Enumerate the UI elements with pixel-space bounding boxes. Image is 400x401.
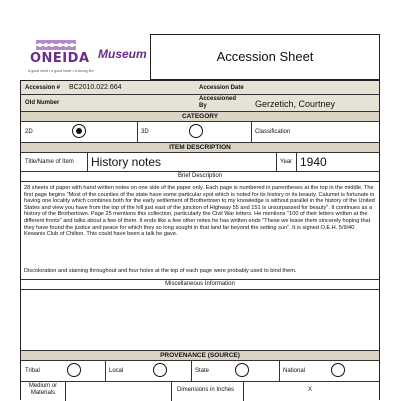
accession-date-label: Accession Date <box>199 85 244 91</box>
accession-number-value[interactable]: BC2010.022.664 <box>69 84 122 91</box>
dimensions-separator: X <box>308 387 313 393</box>
title-value[interactable]: History notes <box>91 155 162 169</box>
provenance-header: PROVENANCE (SOURCE) <box>21 351 379 360</box>
provenance-state-radio[interactable] <box>235 363 249 377</box>
misc-info-label: Miscellaneous Information <box>165 281 235 287</box>
divider <box>243 381 244 401</box>
divider <box>21 121 379 122</box>
misc-info-field[interactable] <box>21 290 379 350</box>
accessioned-by-value[interactable]: Gerzetich, Courtney <box>255 99 336 109</box>
logo-name: ONEIDA <box>30 51 90 66</box>
museum-label: Museum <box>98 47 147 61</box>
logo-tagline: A good mind • a good heart • a strong fire <box>28 69 94 73</box>
dimensions-label: Dimensions in Inches <box>177 387 235 393</box>
classification-label: Classification <box>255 129 291 135</box>
divider <box>21 360 379 361</box>
provenance-national-label: National <box>283 368 306 374</box>
old-number-label: Old Number <box>25 100 60 106</box>
divider <box>171 381 172 401</box>
divider <box>21 181 379 182</box>
title-box <box>150 34 380 80</box>
provenance-local-label: Local <box>109 368 124 374</box>
divider <box>21 152 379 153</box>
provenance-state-label: State <box>195 368 210 374</box>
accession-sheet <box>20 80 380 400</box>
divider <box>191 360 192 381</box>
medium-label: Medium or Materials <box>28 383 58 396</box>
category-header: CATEGORY <box>21 112 379 121</box>
divider <box>276 152 277 171</box>
accession-number-label: Accession # <box>25 85 61 91</box>
divider <box>21 381 379 382</box>
brief-description-text-2[interactable]: Discoloration and staining throughout and four holes at the top of each page were probably used to bind them. <box>24 268 297 274</box>
brief-description-label: Brief Description <box>177 173 222 179</box>
year-label: Year <box>280 159 293 165</box>
divider <box>279 360 280 381</box>
brief-description-text[interactable]: 28 sheets of paper with hand written notes on one side of the paper only. Each page is numbered in parentheses at the top in the middle. The first page begins "Most of the counties of the state have some particular spot which is noted for its history or its beauty. Calumet is fortunate in having one locality which combines both for the early settlement of Brothertown to my knowledge is without parallel in the history of the United States and view you have from the top of the hill just east of the junction of Highway 55 and 151 is unsurpassed for beauty". It continues as a history of the Brothertown. Page 25 mentions this collection, particularly the Civil War letters. He mentions "100 of their letters written at the different fronts" and talks about a few of them. It ends like a few other notes he has written ends "These we leave them sincerely hoping that they have found the justice and peace for which they so long sought in that land far beyond the setting sun". It is signed O.E.H. 5/9/40 Kewanis Club of Chilton. This could have been a talk he gave. <box>24 185 375 238</box>
provenance-local-radio[interactable] <box>153 363 167 377</box>
divider <box>251 121 252 142</box>
selected-dot-icon <box>76 128 82 134</box>
provenance-tribal-label: Tribal <box>25 368 40 374</box>
category-2d-label: 2D <box>25 129 33 135</box>
provenance-national-radio[interactable] <box>331 363 345 377</box>
category-3d-label: 3D <box>141 129 149 135</box>
sheet-title: Accession Sheet <box>216 49 314 64</box>
accessioned-by-label: Accessioned By <box>199 96 237 109</box>
divider <box>87 152 88 171</box>
divider <box>105 360 106 381</box>
divider <box>21 171 379 172</box>
item-description-header: ITEM DESCRIPTION <box>21 143 379 152</box>
category-2d-radio[interactable] <box>72 124 86 138</box>
year-value[interactable]: 1940 <box>300 155 327 169</box>
category-3d-radio[interactable] <box>189 124 203 138</box>
logo <box>26 38 94 78</box>
divider <box>296 152 297 171</box>
oneida-emblem-icon <box>34 38 78 52</box>
provenance-tribal-radio[interactable] <box>67 363 81 377</box>
title-label: Title/Name of Item <box>25 159 74 165</box>
divider <box>21 94 379 95</box>
divider <box>137 121 138 142</box>
divider <box>21 279 379 280</box>
divider <box>65 381 66 401</box>
